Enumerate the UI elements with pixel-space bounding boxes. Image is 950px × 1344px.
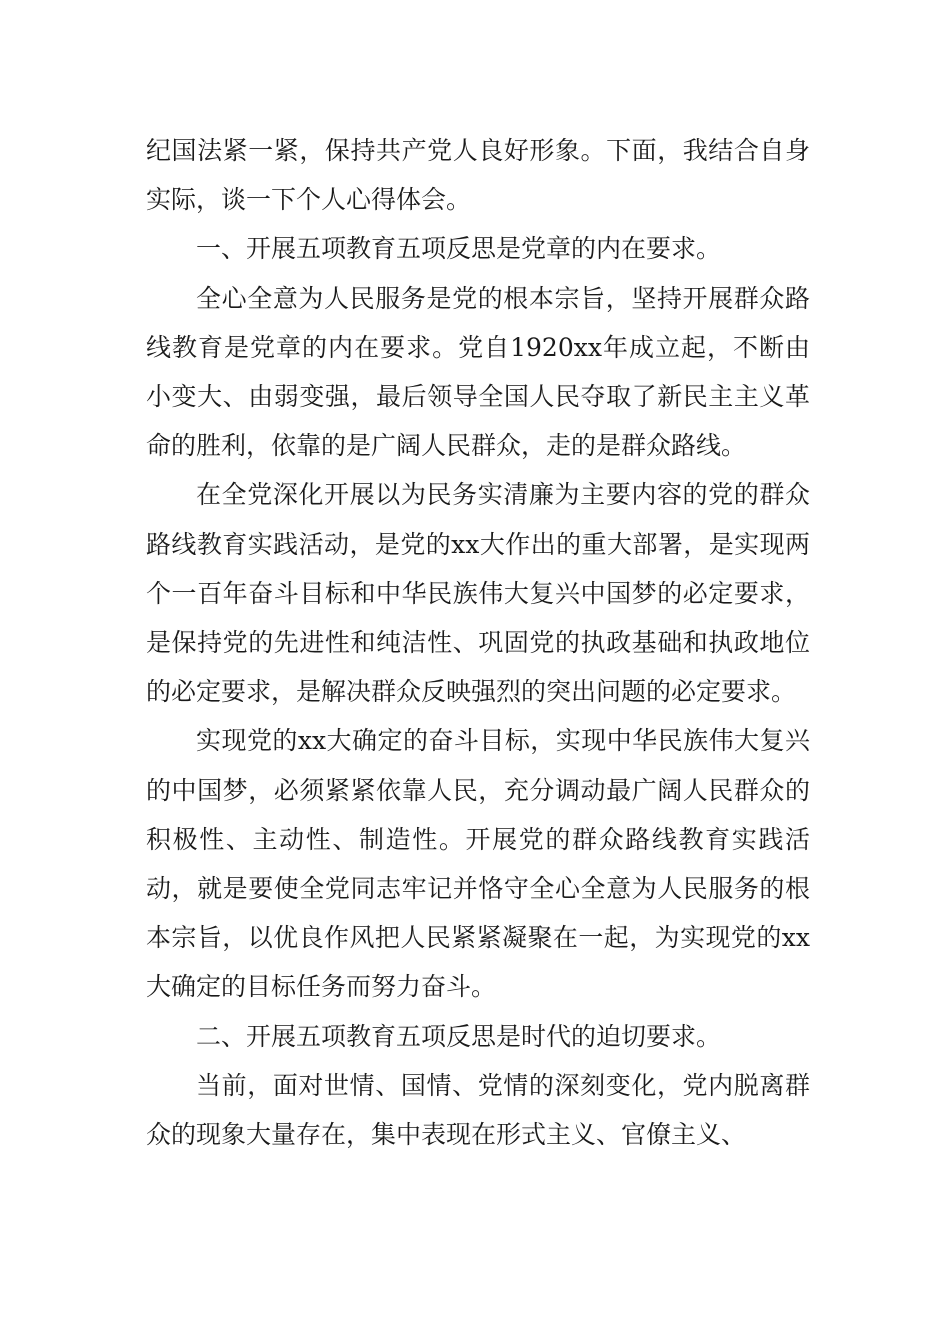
section-heading-2: 二、开展五项教育五项反思是时代的迫切要求。 bbox=[196, 1021, 722, 1051]
paragraph-continuation: 纪国法紧一紧，保持共产党人良好形象。下面，我结合自身实际，谈一下个人心得体会。 bbox=[146, 136, 810, 215]
paragraph: 全心全意为人民服务是党的根本宗旨，坚持开展群众路线教育是党章的内在要求。党自1920xx年成立起，不断由小变大、由弱变强，最后领导全国人民夺取了新民主主义革命的胜利，依靠的是广阔人民群众，走的是群众路线。 bbox=[146, 283, 810, 461]
paragraph: 在全党深化开展以为民务实清廉为主要内容的党的群众路线教育实践活动，是党的xx大作出的重大部署，是实现两个一百年奋斗目标和中华民族伟大复兴中国梦的必定要求，是保持党的先进性和纯洁性、巩固党的执政基础和执政地位的必定要求，是解决群众反映强烈的突出问题的必定要求。 bbox=[146, 480, 810, 707]
paragraph: 实现党的xx大确定的奋斗目标，实现中华民族伟大复兴的中国梦，必须紧紧依靠人民，充分调动最广阔人民群众的积极性、主动性、制造性。开展党的群众路线教育实践活动，就是要使全党同志牢记并恪守全心全意为人民服务的根本宗旨，以优良作风把人民紧紧凝聚在一起，为实现党的xx大确定的目标任务而努力奋斗。 bbox=[146, 726, 810, 1002]
section-heading-1: 一、开展五项教育五项反思是党章的内在要求。 bbox=[196, 234, 722, 264]
document-body bbox=[146, 126, 810, 1159]
paragraph-partial: 当前，面对世情、国情、党情的深刻变化，党内脱离群众的现象大量存在，集中表现在形式主义、官僚主义、 bbox=[146, 1070, 810, 1150]
